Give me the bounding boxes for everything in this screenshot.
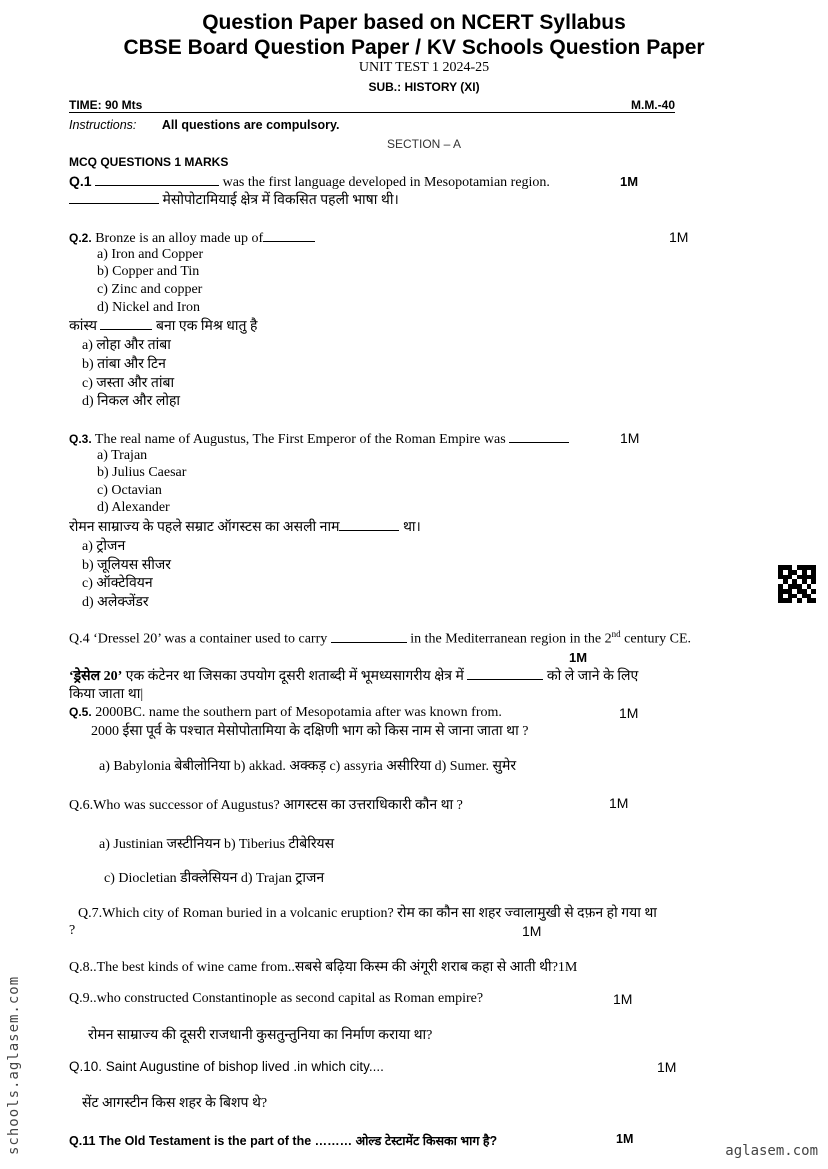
q7-cont: ? [69,923,76,938]
q9-marks: 1M [613,991,633,1007]
time-row [69,98,675,113]
q10-marks: 1M [657,1059,677,1075]
corner-watermark: aglasem.com [725,1143,818,1159]
q1-en [69,173,550,191]
q-text: 2000BC. name the southern part of Mesopotamia after was known from. [91,705,502,720]
option-hi: c) जस्ता और तांबा [82,376,175,391]
q-text: Q.4 ‘Dressel 20’ was a container used to carry [69,631,331,647]
q-text-hi: कांस्य [69,319,101,334]
q6-marks: 1M [609,795,629,811]
option-hi: b) तांबा और टिन [82,357,166,372]
option-hi: d) अलेक्जेंडर [82,595,149,610]
time: TIME: 90 Mts [69,98,143,112]
q7: Q.7.Which city of Roman buried in a volcanic eruption? रोम का कौन सा शहर ज्वालामुखी से दफ़न हो गया था [78,906,657,921]
option-hi: a) ट्रोजन [82,539,126,554]
instructions-text: All questions are compulsory. [161,118,340,132]
q11: Q.11 The Old Testament is the part of the ……… ओल्ड टेस्टामेंट किसका भाग है? [69,1134,498,1148]
superscript: nd [611,629,621,639]
title-line-1: Question Paper based on NCERT Syllabus [202,11,626,34]
q2-en [69,229,315,247]
q9-hi: रोमन साम्राज्य की दूसरी राजधानी कुसतुन्तुनिया का निर्माण कराया था? [88,1028,433,1043]
q3-marks: 1M [620,430,640,446]
option: c) Octavian [97,483,162,498]
q4-en [69,629,691,648]
q5-marks: 1M [619,705,639,721]
q5-hi: 2000 ईसा पूर्व के पश्चात मेसोपोतामिया के दक्षिणी भाग को किस नाम से जाना जाता था ? [91,724,529,739]
q4-hi [69,666,638,685]
q9: Q.9..who constructed Constantinople as second capital as Roman empire? [69,991,484,1006]
q-text-hi: था। [399,520,421,535]
q4-marks: 1M [569,650,588,665]
q10: Q.10. Saint Augustine of bishop lived .in which city.... [69,1059,384,1074]
option: b) Copper and Tin [97,264,200,279]
mcq-heading: MCQ QUESTIONS 1 MARKS [69,155,229,169]
option: d) Alexander [97,500,170,515]
q-text: in the Mediterranean region in the 2 [406,631,612,647]
option-hi: b) जूलियस सीजर [82,558,171,573]
q-number: Q.2. [69,231,92,245]
option-hi: d) निकल और लोहा [82,394,181,409]
q-text-hi: बना एक मिश्र धातु है [152,319,258,334]
q-text: was the first language developed in Mesopotamian region. [219,175,550,190]
q2-marks: 1M [669,229,689,245]
instructions-label: Instructions: [69,118,137,132]
option: a) Trajan [97,448,148,463]
subject: SUB.: HISTORY (XI) [368,80,480,94]
q-text: Bronze is an alloy made up of [91,231,264,246]
q5-en [69,705,502,721]
option-hi: a) लोहा और तांबा [82,338,171,353]
q-number: Q.3. [69,432,92,446]
q-text-hi: एक कंटेनर था जिसका उपयोग दूसरी शताब्दी में भूमध्यसागरीय क्षेत्र में [122,669,468,684]
q-text: The real name of Augustus, The First Emperor of the Roman Empire was [91,432,510,447]
q6-options-1: a) Justinian जस्टीनियन b) Tiberius टीबेरियस [99,837,335,852]
option: d) Nickel and Iron [97,300,201,315]
q6-options-2: c) Diocletian डीक्लेसियन d) Trajan ट्राजन [104,871,325,886]
q-text-hi: को ले जाने के लिए [543,669,639,684]
q3-en [69,430,569,448]
q-text: century CE. [620,631,692,647]
q7-marks: 1M [522,923,542,939]
unit-test: UNIT TEST 1 2024-25 [358,60,490,75]
option: c) Zinc and copper [97,282,203,297]
q4-hi-2: किया जाता था| [69,687,144,702]
instructions [69,118,339,132]
section-heading: SECTION – A [386,137,462,151]
q-text-hi: रोमन साम्राज्य के पहले सम्राट ऑगस्टस का असली नाम [69,520,340,535]
q3-hi [69,517,421,536]
side-watermark: schools.aglasem.com [6,975,22,1155]
q11-marks: 1M [616,1132,634,1146]
q1-marks: 1M [620,174,639,189]
q6: Q.6.Who was successor of Augustus? आगस्टस का उत्तराधिकारी कौन था ? [69,798,463,813]
q2-hi [69,316,257,335]
q5-options: a) Babylonia बेबीलोनिया b) akkad. अक्कड़ c) assyria असीरिया d) Sumer. सुमेर [99,759,517,774]
qr-code [778,565,816,603]
max-marks: M.M.-40 [630,98,675,112]
q8: Q.8..The best kinds of wine came from..सबसे बढ़िया किस्म की अंगूरी शराब कहा से आती थी?1M [69,960,578,975]
q10-hi: सेंट आगस्टीन किस शहर के बिशप थे? [82,1096,268,1111]
option: a) Iron and Copper [97,247,204,262]
option-hi: c) ऑक्टेवियन [82,576,153,591]
q-number: Q.5. [69,705,92,719]
q1-hi [69,190,399,209]
title-line-2: CBSE Board Question Paper / KV Schools Question Paper [123,36,705,59]
option: b) Julius Caesar [97,465,187,480]
q-text-hi: मेसोपोटामियाई क्षेत्र में विकसित पहली भाषा थी। [159,193,399,208]
q-number: Q.1 [69,173,92,189]
q-text-hi: ‘ड्रेसेल 20’ [69,669,123,684]
